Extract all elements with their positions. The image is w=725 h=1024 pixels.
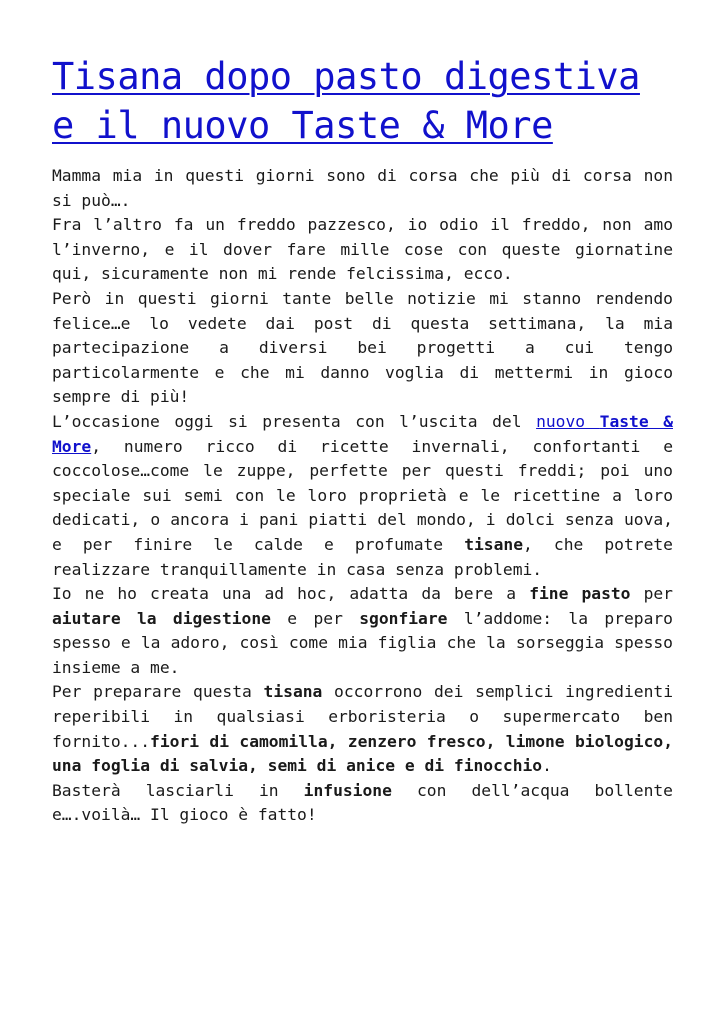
bold-ingredients: fiori di camomilla, zenzero fresco, limone biologico, una foglia di salvia, semi di anice e di finocchio <box>52 731 673 776</box>
bold-fine-pasto: fine pasto <box>529 584 631 604</box>
paragraph-5-text-4: l’addome: la preparo spesso e la adoro, così come mia figlia che la sorseggia spesso insieme a me. <box>52 608 673 677</box>
post-title-link[interactable]: Tisana dopo pasto digestiva e il nuovo Taste & More <box>52 55 640 147</box>
article <box>52 52 673 828</box>
paragraph-7-text-2: con dell’acqua bollente e….voilà… Il gioco è fatto! <box>52 780 673 825</box>
taste-and-more-link-prefix: nuovo <box>536 411 600 431</box>
paragraph-5 <box>52 582 673 680</box>
bold-aiutare-digestione: aiutare la digestione <box>52 608 271 628</box>
bold-tisana: tisana <box>263 682 323 702</box>
post-body <box>52 164 673 828</box>
paragraph-4 <box>52 410 673 582</box>
paragraph-3: Però in questi giorni tante belle notizie mi stanno rendendo felice…e lo vedete dai post di questa settimana, la mia partecipazione a diversi bei progetti a cui tengo particolarmente e che mi danno voglia di mettermi in gioco sempre di più! <box>52 288 673 407</box>
bold-infusione: infusione <box>303 780 392 800</box>
paragraph-4-intro: L’occasione oggi si presenta con l’uscita del <box>52 411 537 431</box>
paragraph-6-text-3: . <box>542 756 552 776</box>
paragraph-4-text: , numero ricco di ricette invernali, confortanti e coccolose…come le zuppe, perfette per questi freddi; poi uno speciale sui semi con le loro proprietà e le ricettine a loro dedicati, o ancora i pani piatti del mondo, i dolci senza uova, e per finire le calde e profumate <box>52 436 673 554</box>
paragraph-1: Mamma mia in questi giorni sono di corsa che più di corsa non si può…. <box>52 166 673 210</box>
paragraph-6-text-1: Per preparare questa <box>52 682 264 702</box>
paragraph-5-text-2: per <box>630 584 673 604</box>
post-title <box>52 52 673 150</box>
bold-sgonfiare: sgonfiare <box>359 608 448 628</box>
bold-tisane: tisane <box>464 534 524 554</box>
paragraph-6-text-2: occorrono dei semplici ingredienti reperibili in qualsiasi erboristeria o supermercato ben fornito... <box>52 682 673 751</box>
paragraph-5-text-1: Io ne ho creata una ad hoc, adatta da bere a <box>52 584 530 604</box>
taste-and-more-link-name: Taste & More <box>52 411 673 456</box>
paragraph-2: Fra l’altro fa un freddo pazzesco, io odio il freddo, non amo l’inverno, e il dover fare mille cose con queste giornatine qui, sicuramente non mi rende felcissima, ecco. <box>52 215 673 284</box>
paragraph-5-text-3: e per <box>270 608 360 628</box>
paragraph-7-text-1: Basterà lasciarli in <box>52 780 304 800</box>
paragraph-6 <box>52 680 673 778</box>
paragraph-7 <box>52 779 673 828</box>
paragraph-4-end: , che potrete realizzare tranquillamente in casa senza problemi. <box>52 534 673 579</box>
